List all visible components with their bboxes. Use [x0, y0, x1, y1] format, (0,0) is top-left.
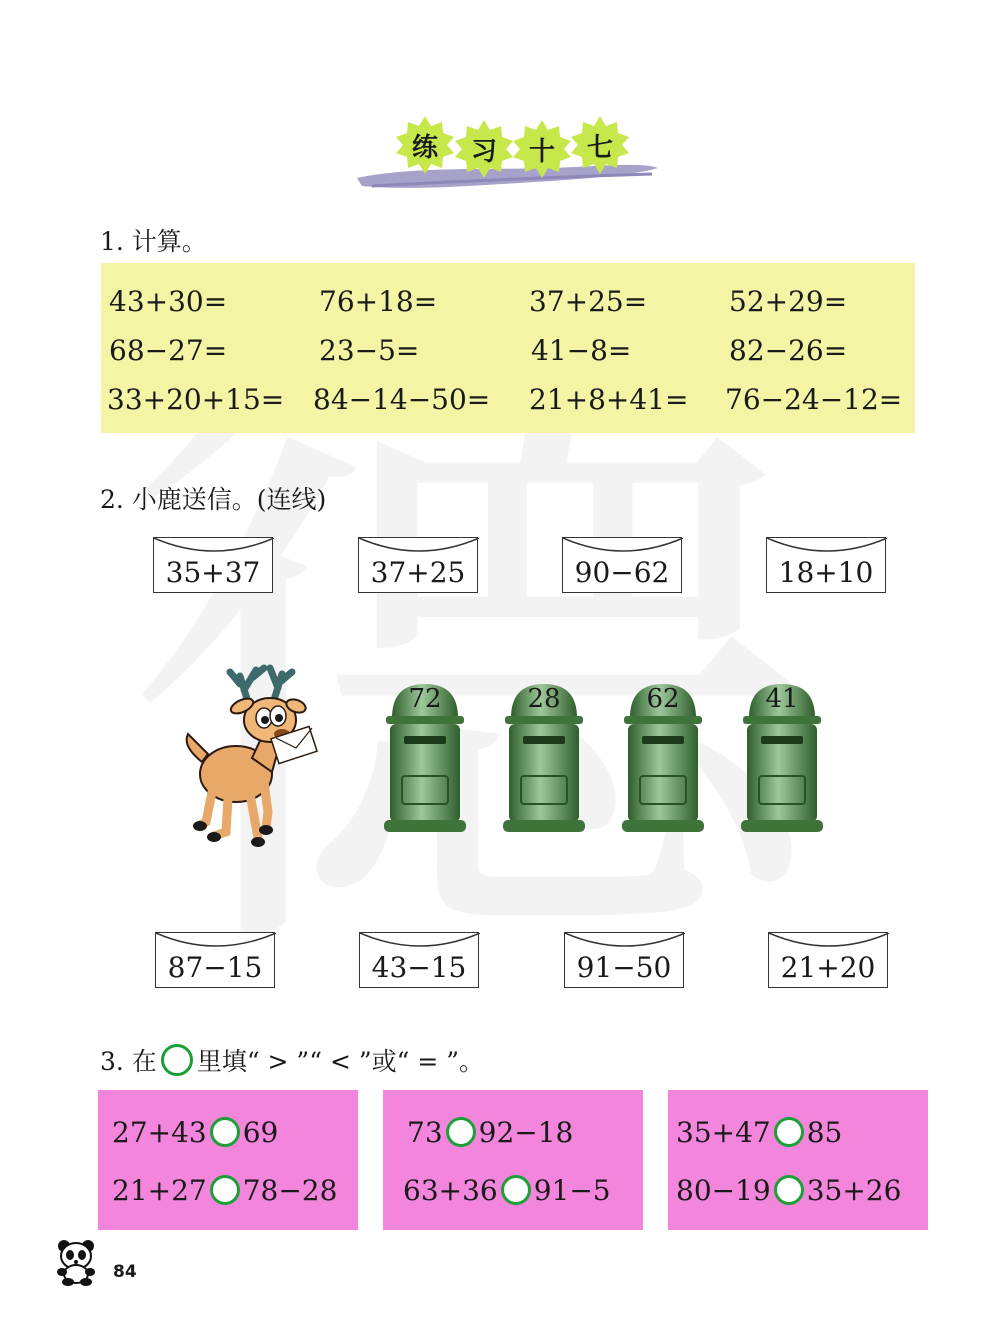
calc-problem: 23−5= [319, 334, 420, 367]
answer-circle[interactable] [446, 1117, 476, 1147]
compare-row [676, 1170, 901, 1210]
compare-left: 21+27 [112, 1173, 207, 1207]
calc-problem: 43+30= [109, 285, 228, 318]
envelope-expression: 43−15 [371, 951, 467, 984]
compare-row [403, 1170, 611, 1210]
section-2-heading: 2. 小鹿送信。(连线) [100, 485, 327, 514]
title-badge [569, 114, 631, 176]
envelope-expression: 18+10 [778, 556, 874, 589]
compare-right: 78−28 [242, 1173, 338, 1207]
calc-problem: 33+20+15= [107, 383, 285, 416]
title-char: 七 [586, 132, 613, 163]
section-3-heading [100, 1042, 484, 1078]
calc-problem: 41−8= [531, 334, 632, 367]
compare-row [676, 1112, 842, 1152]
title-char: 十 [528, 136, 555, 167]
envelope-top[interactable] [153, 537, 273, 593]
answer-circle[interactable] [774, 1175, 804, 1205]
calc-problem: 76+18= [319, 285, 438, 318]
compare-right: 35+26 [806, 1173, 902, 1207]
mailbox[interactable] [618, 680, 708, 840]
mailbox[interactable] [499, 680, 589, 840]
answer-circle[interactable] [501, 1175, 531, 1205]
envelope-top[interactable] [766, 537, 886, 593]
envelope-expression: 87−15 [167, 951, 263, 984]
section-1-heading: 1. 计算。 [100, 227, 207, 256]
envelope-expression: 35+37 [165, 556, 261, 589]
compare-panel [98, 1090, 358, 1230]
title-badge [394, 114, 456, 176]
page-number: 84 [113, 1262, 137, 1282]
compare-panel [668, 1090, 928, 1230]
compare-right: 85 [806, 1115, 843, 1149]
calc-problem: 82−26= [729, 334, 848, 367]
section-3-heading-suffix: 里填“ > ”“ < ”或“ = ”。 [196, 1047, 485, 1076]
compare-left: 63+36 [403, 1173, 498, 1207]
compare-right: 69 [242, 1115, 279, 1149]
compare-right: 91−5 [533, 1173, 611, 1207]
title-badge [511, 118, 573, 180]
title-char: 习 [470, 136, 497, 167]
envelope-top[interactable] [358, 537, 478, 593]
compare-left: 80−19 [676, 1173, 771, 1207]
calc-problem: 84−14−50= [313, 383, 491, 416]
envelope-bottom[interactable] [564, 932, 684, 988]
compare-left: 73 [407, 1115, 443, 1149]
compare-row [407, 1112, 573, 1152]
answer-circle[interactable] [210, 1175, 240, 1205]
compare-panel [383, 1090, 643, 1230]
compare-row [112, 1112, 278, 1152]
calc-problem: 21+8+41= [529, 383, 689, 416]
mailbox-number: 28 [527, 684, 561, 714]
mailbox-number: 41 [765, 684, 799, 714]
circle-icon [161, 1044, 193, 1076]
calculation-panel [101, 263, 915, 433]
mailbox[interactable] [737, 680, 827, 840]
answer-circle[interactable] [774, 1117, 804, 1147]
envelope-expression: 90−62 [574, 556, 670, 589]
title-char: 练 [411, 132, 438, 163]
compare-left: 35+47 [676, 1115, 771, 1149]
deer-illustration [178, 662, 328, 857]
answer-circle[interactable] [210, 1117, 240, 1147]
mailbox-number: 62 [646, 684, 680, 714]
envelope-bottom[interactable] [155, 932, 275, 988]
envelope-top[interactable] [562, 537, 682, 593]
calc-problem: 68−27= [109, 334, 228, 367]
envelope-bottom[interactable] [768, 932, 888, 988]
mailbox-number: 72 [408, 684, 442, 714]
calc-problem: 52+29= [729, 285, 848, 318]
title-badge [453, 118, 515, 180]
compare-left: 27+43 [112, 1115, 207, 1149]
envelope-expression: 37+25 [370, 556, 466, 589]
compare-row [112, 1170, 337, 1210]
calc-problem: 76−24−12= [725, 383, 903, 416]
envelope-expression: 21+20 [780, 951, 876, 984]
compare-right: 92−18 [478, 1115, 574, 1149]
panda-icon [52, 1236, 102, 1286]
calc-problem: 37+25= [529, 285, 648, 318]
mailbox[interactable] [380, 680, 470, 840]
envelope-bottom[interactable] [359, 932, 479, 988]
section-3-heading-prefix: 3. 在 [100, 1047, 157, 1076]
envelope-expression: 91−50 [576, 951, 672, 984]
